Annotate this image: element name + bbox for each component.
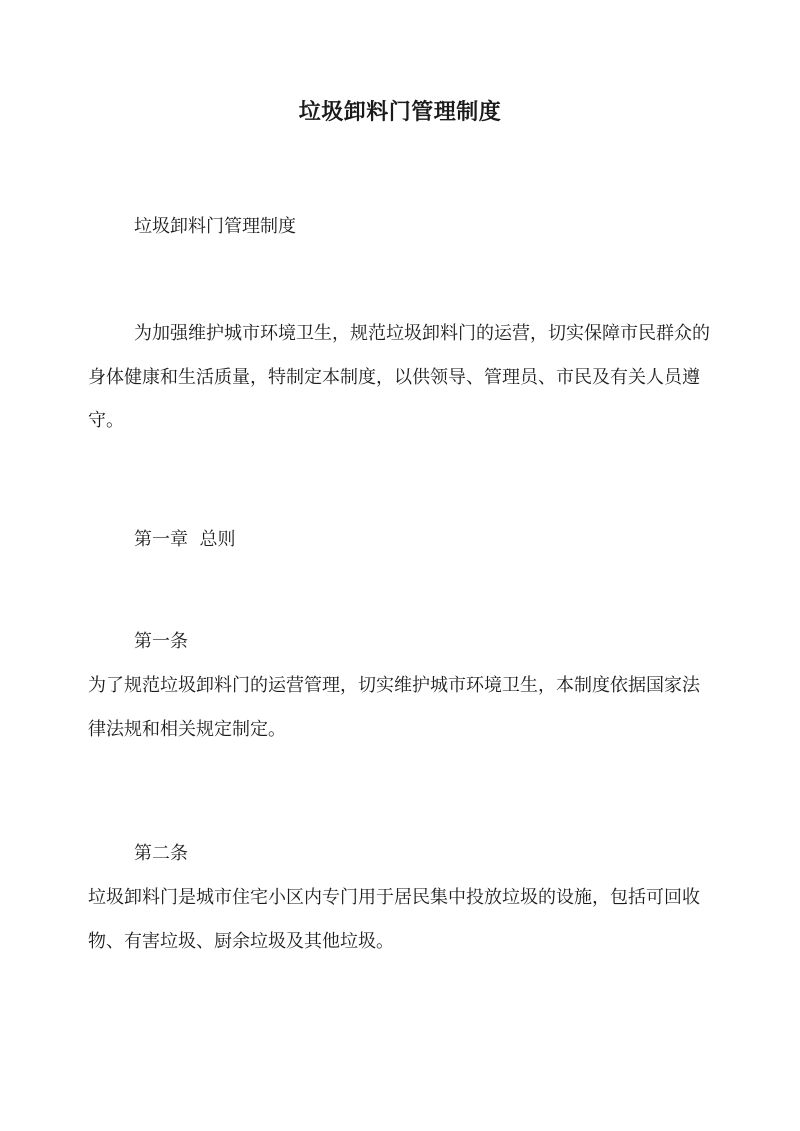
- intro-paragraph: 为加强维护城市环境卫生，规范垃圾卸料门的运营，切实保障市民群众的身体健康和生活质量，特制定本制度，以供领导、管理员、市民及有关人员遵守。: [88, 323, 710, 431]
- article-text: 垃圾卸料门是城市住宅小区内专门用于居民集中投放垃圾的设施，包括可回收物、有害垃圾、厨余垃圾及其他垃圾。: [88, 887, 700, 952]
- document-subtitle: 垃圾卸料门管理制度: [134, 216, 296, 237]
- article-text: 为了规范垃圾卸料门的运营管理，切实维护城市环境卫生，本制度依据国家法律法规和相关规定制定。: [88, 675, 700, 740]
- document-title: 垃圾卸料门管理制度: [298, 99, 502, 125]
- article-label: 第一条: [134, 631, 188, 652]
- article-label: 第二条: [134, 843, 188, 864]
- chapter-heading: 第一章 总则: [134, 529, 236, 550]
